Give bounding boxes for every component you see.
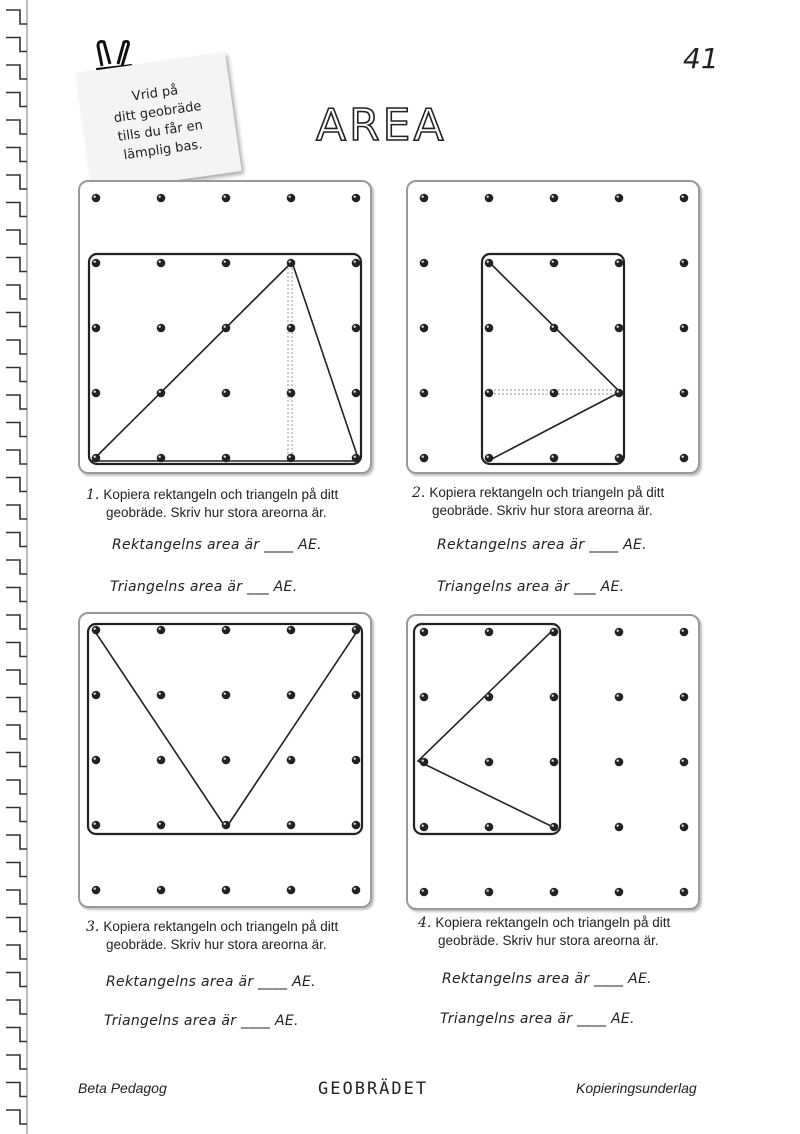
exercise-1-instructions (86, 486, 386, 522)
peg (287, 821, 296, 830)
peg (550, 259, 559, 268)
peg-highlight (289, 326, 291, 328)
binding-ring (6, 835, 27, 849)
peg (420, 454, 429, 463)
peg-highlight (552, 890, 554, 892)
peg-highlight (289, 456, 291, 458)
peg-highlight (289, 823, 291, 825)
peg-grid (420, 194, 689, 463)
geoboard-4 (406, 614, 700, 910)
peg (615, 758, 624, 767)
peg (615, 194, 624, 203)
binding-ring (6, 1083, 27, 1097)
instruction-line: geobräde. Skriv hur stora areorna är. (106, 937, 327, 952)
peg (287, 194, 296, 203)
peg (352, 886, 361, 895)
peg-highlight (682, 456, 684, 458)
geoboard-1-figure (80, 182, 370, 472)
peg (157, 821, 166, 830)
peg (287, 886, 296, 895)
peg-highlight (224, 391, 226, 393)
peg (92, 454, 101, 463)
peg (680, 628, 689, 637)
peg-highlight (224, 823, 226, 825)
peg (157, 389, 166, 398)
peg (352, 626, 361, 635)
peg-highlight (289, 758, 291, 760)
binding-ring (6, 780, 27, 794)
binding-ring (6, 65, 27, 79)
peg (92, 194, 101, 203)
peg (352, 821, 361, 830)
peg (420, 194, 429, 203)
binding-ring (6, 1000, 27, 1014)
exercise-number: 4. (418, 915, 432, 931)
geoboard-2 (406, 180, 700, 474)
peg (157, 886, 166, 895)
peg (287, 324, 296, 333)
peg (550, 823, 559, 832)
peg (615, 454, 624, 463)
binding-ring (6, 203, 27, 217)
exercise-number: 2. (412, 485, 426, 501)
binding-ring (6, 505, 27, 519)
triangle-area-answer: Triangelns area är ____ AE. (104, 1013, 299, 1029)
peg (680, 389, 689, 398)
peg-highlight (682, 825, 684, 827)
peg-highlight (224, 196, 226, 198)
peg (222, 691, 231, 700)
peg (92, 259, 101, 268)
peg (550, 194, 559, 203)
peg (352, 259, 361, 268)
peg-highlight (94, 456, 96, 458)
exercise-number: 1. (86, 487, 100, 503)
peg-highlight (354, 326, 356, 328)
binding-ring (6, 698, 27, 712)
instruction-line: geobräde. Skriv hur stora areorna är. (106, 505, 327, 520)
peg (615, 823, 624, 832)
binding-ring (6, 148, 27, 162)
peg (222, 886, 231, 895)
peg (615, 693, 624, 702)
peg-highlight (487, 326, 489, 328)
peg (222, 389, 231, 398)
peg (222, 756, 231, 765)
geoboard-3-figure (80, 614, 370, 906)
peg (92, 324, 101, 333)
peg-highlight (617, 261, 619, 263)
peg (222, 259, 231, 268)
peg (420, 389, 429, 398)
peg-highlight (682, 760, 684, 762)
peg (485, 324, 494, 333)
peg-highlight (354, 456, 356, 458)
peg-highlight (487, 760, 489, 762)
peg-highlight (94, 196, 96, 198)
peg (615, 389, 624, 398)
peg (352, 691, 361, 700)
binding-ring (6, 863, 27, 877)
rectangle-area-answer: Rektangelns area är ____ AE. (112, 537, 322, 553)
peg (222, 194, 231, 203)
peg (287, 454, 296, 463)
binding-ring (6, 230, 27, 244)
peg-highlight (617, 695, 619, 697)
peg (420, 823, 429, 832)
peg (157, 194, 166, 203)
peg (287, 259, 296, 268)
binding-ring (6, 10, 27, 24)
peg (550, 389, 559, 398)
geoboard-2-figure (408, 182, 698, 472)
hint-line: Vrid på (130, 83, 180, 105)
peg-highlight (94, 693, 96, 695)
peg (92, 821, 101, 830)
binding-ring (6, 423, 27, 437)
binding-ring (6, 120, 27, 134)
peg-highlight (224, 693, 226, 695)
peg (420, 888, 429, 897)
spiral-binding (0, 0, 34, 1134)
footer-copy-note: Kopieringsunderlag (576, 1080, 697, 1096)
geoboard-1 (78, 180, 372, 474)
instruction-line: geobräde. Skriv hur stora areorna är. (438, 933, 659, 948)
binding-ring (6, 395, 27, 409)
peg (485, 758, 494, 767)
rectangle-area-answer: Rektangelns area är ____ AE. (437, 537, 647, 553)
peg-highlight (94, 326, 96, 328)
peg (550, 628, 559, 637)
peg-highlight (94, 823, 96, 825)
peg-highlight (354, 196, 356, 198)
peg-highlight (354, 391, 356, 393)
page-number: 41 (683, 42, 719, 75)
peg-highlight (94, 888, 96, 890)
peg (485, 194, 494, 203)
peg-highlight (94, 261, 96, 263)
peg-highlight (487, 391, 489, 393)
peg-highlight (159, 456, 161, 458)
peg-highlight (552, 196, 554, 198)
triangle-area-answer: Triangelns area är ___ AE. (437, 579, 625, 595)
peg-highlight (422, 196, 424, 198)
peg (92, 886, 101, 895)
peg-highlight (159, 628, 161, 630)
peg (615, 259, 624, 268)
peg-highlight (159, 823, 161, 825)
peg-highlight (552, 630, 554, 632)
binding-ring (6, 1110, 27, 1124)
exercise-4-instructions (418, 914, 718, 950)
instruction-line: Kopiera rektangeln och triangeln på ditt (435, 915, 671, 930)
exercise-2-instructions (412, 484, 712, 520)
peg-highlight (552, 391, 554, 393)
peg (420, 628, 429, 637)
peg-highlight (422, 760, 424, 762)
peg-highlight (94, 628, 96, 630)
hint-note (76, 52, 241, 192)
peg (157, 626, 166, 635)
binding-ring (6, 670, 27, 684)
peg (485, 259, 494, 268)
peg-highlight (354, 261, 356, 263)
binding-ring (6, 1028, 27, 1042)
binding-ring (6, 340, 27, 354)
binding-ring (6, 175, 27, 189)
binding-ring (6, 258, 27, 272)
footer-publisher: Beta Pedagog (78, 1080, 167, 1096)
binding-ring (6, 945, 27, 959)
peg-highlight (682, 391, 684, 393)
peg-highlight (94, 758, 96, 760)
peg (157, 756, 166, 765)
peg-highlight (159, 261, 161, 263)
peg (485, 454, 494, 463)
peg (420, 758, 429, 767)
peg (287, 626, 296, 635)
peg-highlight (552, 261, 554, 263)
peg (222, 626, 231, 635)
peg-highlight (682, 326, 684, 328)
page-title (312, 96, 462, 150)
peg-highlight (422, 261, 424, 263)
peg-highlight (159, 326, 161, 328)
peg-highlight (617, 456, 619, 458)
peg-highlight (487, 890, 489, 892)
peg-highlight (289, 888, 291, 890)
geoboard-3 (78, 612, 372, 908)
peg-highlight (159, 758, 161, 760)
binding-ring (6, 753, 27, 767)
peg-highlight (552, 326, 554, 328)
binding-ring (6, 450, 27, 464)
peg-highlight (617, 196, 619, 198)
exercise-3-instructions (86, 918, 386, 954)
peg (287, 756, 296, 765)
binding-ring (6, 1055, 27, 1069)
peg (485, 389, 494, 398)
peg-highlight (552, 760, 554, 762)
triangle-area-answer: Triangelns area är ____ AE. (440, 1011, 635, 1027)
peg-highlight (422, 695, 424, 697)
peg-highlight (422, 630, 424, 632)
peg-highlight (682, 695, 684, 697)
peg (615, 324, 624, 333)
peg (485, 888, 494, 897)
peg (485, 823, 494, 832)
peg (420, 259, 429, 268)
peg (287, 691, 296, 700)
binding-ring (6, 478, 27, 492)
peg-highlight (224, 888, 226, 890)
binding-ring (6, 918, 27, 932)
binding-ring (6, 973, 27, 987)
peg-highlight (354, 823, 356, 825)
peg-highlight (224, 261, 226, 263)
hint-line: tills du får en (116, 118, 204, 145)
binding-ring (6, 615, 27, 629)
binding-ring (6, 38, 27, 52)
peg (680, 888, 689, 897)
peg-highlight (617, 825, 619, 827)
peg-highlight (422, 890, 424, 892)
peg-highlight (224, 628, 226, 630)
peg (550, 888, 559, 897)
peg (92, 691, 101, 700)
peg (420, 324, 429, 333)
binding-ring (6, 890, 27, 904)
binding-ring (6, 368, 27, 382)
peg-highlight (94, 391, 96, 393)
peg (222, 821, 231, 830)
hint-note-text (87, 75, 230, 169)
binding-ring (6, 725, 27, 739)
peg-highlight (487, 261, 489, 263)
peg-highlight (354, 888, 356, 890)
hint-line: ditt geobräde (112, 99, 203, 127)
title-text: AREA (316, 100, 447, 150)
peg (550, 454, 559, 463)
peg-highlight (487, 456, 489, 458)
peg-highlight (617, 760, 619, 762)
peg (680, 454, 689, 463)
peg-highlight (224, 326, 226, 328)
hint-line: lämplig bas. (122, 137, 204, 164)
peg-highlight (552, 456, 554, 458)
peg-highlight (617, 890, 619, 892)
peg-highlight (422, 391, 424, 393)
peg-highlight (289, 261, 291, 263)
peg-highlight (289, 391, 291, 393)
binding-ring (6, 533, 27, 547)
peg-highlight (682, 196, 684, 198)
binding-ring (6, 643, 27, 657)
peg (157, 324, 166, 333)
binding-ring (6, 588, 27, 602)
peg (680, 823, 689, 832)
peg-highlight (224, 456, 226, 458)
peg (420, 693, 429, 702)
footer-series-title: GEOBRÄDET (318, 1079, 429, 1099)
instruction-line: Kopiera rektangeln och triangeln på ditt (429, 485, 665, 500)
peg-highlight (289, 196, 291, 198)
peg (680, 758, 689, 767)
peg (287, 389, 296, 398)
exercise-number: 3. (86, 919, 100, 935)
peg-highlight (354, 758, 356, 760)
peg-highlight (682, 630, 684, 632)
peg-highlight (617, 630, 619, 632)
triangle-area-answer: Triangelns area är ___ AE. (110, 579, 298, 595)
geoboard-4-figure (408, 616, 698, 908)
peg (92, 389, 101, 398)
peg (352, 454, 361, 463)
peg (485, 628, 494, 637)
peg-highlight (682, 890, 684, 892)
peg (550, 693, 559, 702)
peg (550, 758, 559, 767)
peg-highlight (422, 326, 424, 328)
peg-highlight (487, 630, 489, 632)
peg (222, 324, 231, 333)
peg-highlight (289, 628, 291, 630)
peg-highlight (422, 825, 424, 827)
peg-highlight (159, 888, 161, 890)
peg (352, 756, 361, 765)
peg (550, 324, 559, 333)
peg-grid (92, 626, 361, 895)
peg-highlight (682, 261, 684, 263)
peg-highlight (159, 693, 161, 695)
peg (352, 389, 361, 398)
peg (615, 628, 624, 637)
instruction-line: Kopiera rektangeln och triangeln på ditt (103, 919, 339, 934)
binding-ring (6, 560, 27, 574)
peg (157, 691, 166, 700)
peg (92, 756, 101, 765)
peg-highlight (422, 456, 424, 458)
peg-highlight (354, 628, 356, 630)
peg (615, 888, 624, 897)
peg-highlight (289, 693, 291, 695)
peg-highlight (487, 825, 489, 827)
binding-ring (6, 285, 27, 299)
peg-highlight (354, 693, 356, 695)
binding-ring (6, 313, 27, 327)
peg-highlight (552, 825, 554, 827)
instruction-line: geobräde. Skriv hur stora areorna är. (432, 503, 653, 518)
peg (352, 324, 361, 333)
peg-highlight (159, 196, 161, 198)
peg-highlight (487, 695, 489, 697)
peg (157, 454, 166, 463)
peg (352, 194, 361, 203)
rectangle-area-answer: Rektangelns area är ____ AE. (442, 971, 652, 987)
binding-ring (6, 93, 27, 107)
rectangle-area-answer: Rektangelns area är ____ AE. (106, 974, 316, 990)
binding-ring (6, 808, 27, 822)
peg (157, 259, 166, 268)
instruction-line: Kopiera rektangeln och triangeln på ditt (103, 487, 339, 502)
peg (485, 693, 494, 702)
peg (680, 194, 689, 203)
peg (222, 454, 231, 463)
peg-highlight (224, 758, 226, 760)
peg-highlight (552, 695, 554, 697)
peg (680, 693, 689, 702)
peg (92, 626, 101, 635)
peg-highlight (487, 196, 489, 198)
peg-highlight (617, 391, 619, 393)
peg-grid (420, 628, 689, 897)
peg-highlight (159, 391, 161, 393)
peg-highlight (617, 326, 619, 328)
peg (680, 259, 689, 268)
peg (680, 324, 689, 333)
